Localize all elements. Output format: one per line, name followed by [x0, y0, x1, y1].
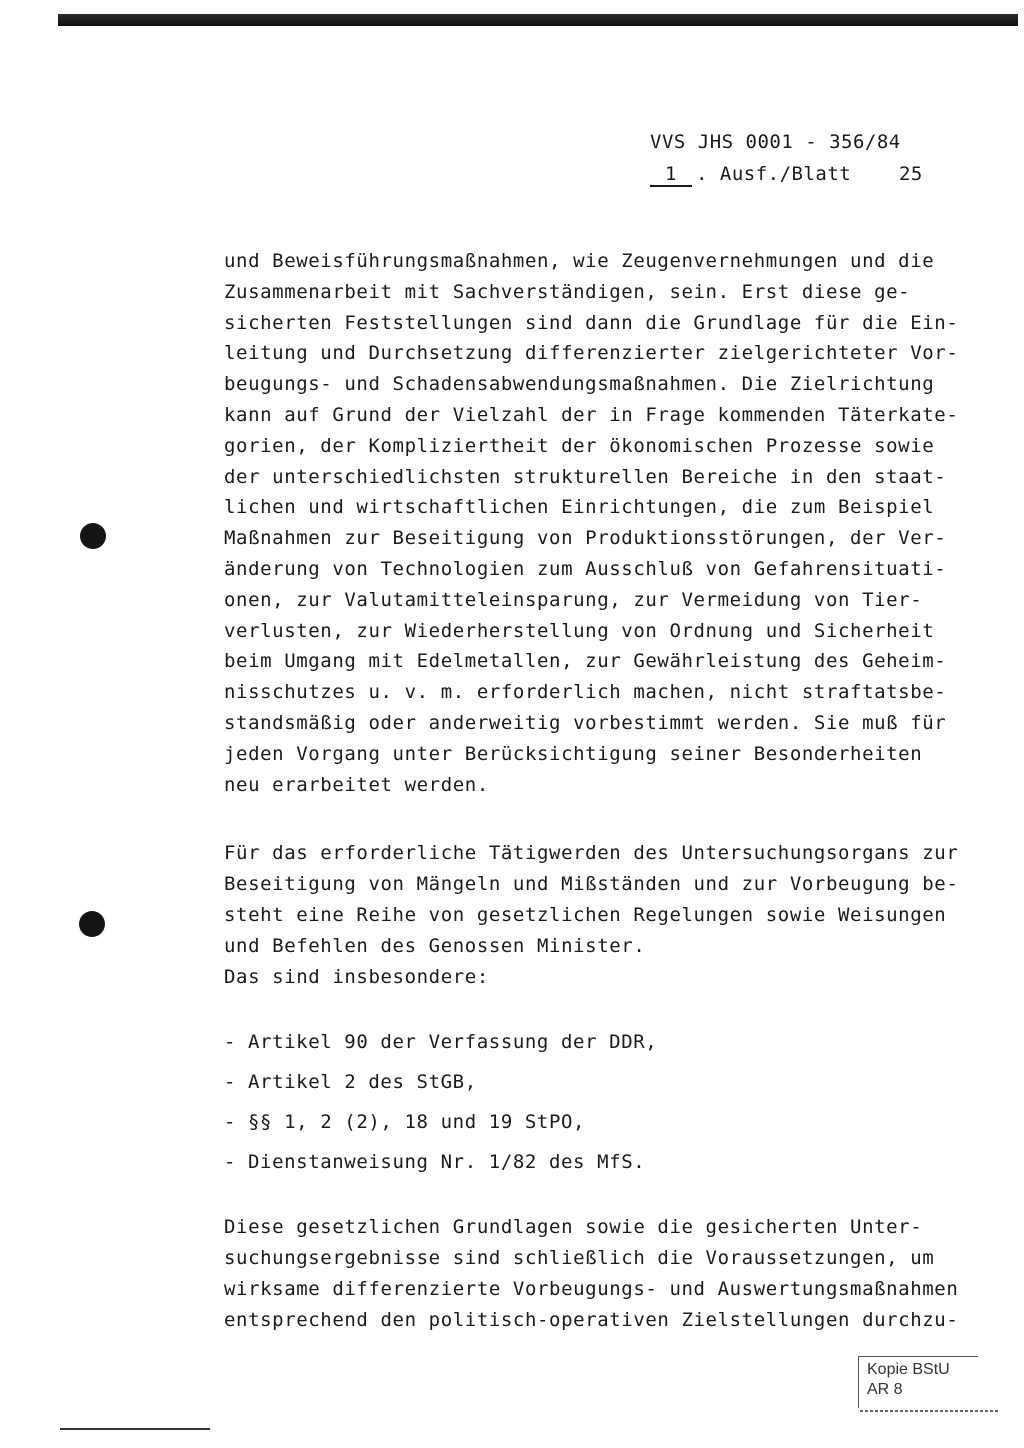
legal-basis-list: [224, 1022, 992, 1182]
paragraph-1: [224, 246, 992, 800]
archive-stamp: [858, 1356, 978, 1408]
text-line: Maßnahmen zur Beseitigung von Produktionsstörungen, der Ver-: [224, 527, 947, 550]
text-line: beugungs- und Schadensabwendungsmaßnahmen. Die Zielrichtung: [224, 373, 935, 396]
paragraph-2: [224, 838, 992, 992]
footer-rule: [60, 1428, 210, 1430]
text-line: Zusammenarbeit mit Sachverständigen, sein. Erst diese ge-: [224, 280, 911, 303]
text-line: Beseitigung von Mängeln und Mißständen und zur Vorbeugung be-: [224, 873, 959, 896]
stamp-line-2: AR 8: [867, 1381, 903, 1398]
document-header: [650, 126, 923, 190]
list-item: - Dienstanweisung Nr. 1/82 des MfS.: [224, 1151, 646, 1174]
stamp-underline: [860, 1410, 1000, 1412]
list-item: - Artikel 2 des StGB,: [224, 1071, 477, 1094]
text-line: suchungsergebnisse sind schließlich die Voraussetzungen, um: [224, 1247, 935, 1270]
text-line: sicherten Feststellungen sind dann die Grundlage für die Ein-: [224, 311, 959, 334]
paragraph-3: [224, 1212, 992, 1335]
text-line: kann auf Grund der Vielzahl der in Frage kommenden Täterkate-: [224, 403, 959, 426]
text-line: steht eine Reihe von gesetzlichen Regelungen sowie Weisungen: [224, 903, 947, 926]
copy-number: 1: [650, 163, 692, 187]
punch-hole-bottom: [79, 911, 105, 937]
text-line: nisschutzes u. v. m. erforderlich machen, nicht straftatsbe-: [224, 681, 947, 704]
text-line: jeden Vorgang unter Berücksichtigung seiner Besonderheiten: [224, 742, 923, 765]
text-line: und Befehlen des Genossen Minister.: [224, 934, 646, 957]
list-item: - §§ 1, 2 (2), 18 und 19 StPO,: [224, 1111, 586, 1134]
stamp-line-1: Kopie BStU: [867, 1361, 950, 1378]
document-body: [224, 246, 992, 1336]
text-line: wirksame differenzierte Vorbeugungs- und Auswertungsmaßnahmen: [224, 1277, 959, 1300]
text-line: und Beweisführungsmaßnahmen, wie Zeugenvernehmungen und die: [224, 250, 935, 272]
text-line: gorien, der Kompliziertheit der ökonomischen Prozesse sowie: [224, 434, 935, 457]
text-line: verlusten, zur Wiederherstellung von Ordnung und Sicherheit: [224, 619, 935, 642]
punch-hole-top: [80, 523, 106, 549]
text-line: leitung und Durchsetzung differenzierter zielgerichteter Vor-: [224, 342, 959, 365]
text-line: standsmäßig oder anderweitig vorbestimmt werden. Sie muß für: [224, 711, 947, 734]
text-line: Für das erforderliche Tätigwerden des Untersuchungsorgans zur: [224, 842, 959, 865]
copy-sheet-line: [650, 158, 923, 190]
text-line: änderung von Technologien zum Ausschluß von Gefahrensituati-: [224, 557, 947, 580]
sheet-label: . Ausf./Blatt: [696, 163, 852, 185]
reference-number: VVS JHS 0001 - 356/84: [650, 131, 901, 153]
text-line: Diese gesetzlichen Grundlagen sowie die gesicherten Unter-: [224, 1216, 923, 1239]
text-line: lichen und wirtschaftlichen Einrichtungen, die zum Beispiel: [224, 496, 935, 519]
text-line: neu erarbeitet werden.: [224, 773, 489, 796]
scan-edge-bar: [58, 14, 1018, 26]
list-item: - Artikel 90 der Verfassung der DDR,: [224, 1031, 658, 1054]
text-line: der unterschiedlichsten strukturellen Bereiche in den staat-: [224, 465, 947, 488]
sheet-number: 25: [898, 163, 923, 185]
text-line: entsprechend den politisch-operativen Zielstellungen durchzu-: [224, 1308, 959, 1331]
text-line: beim Umgang mit Edelmetallen, zur Gewährleistung des Geheim-: [224, 650, 947, 673]
text-line: Das sind insbesondere:: [224, 965, 489, 988]
text-line: onen, zur Valutamitteleinsparung, zur Vermeidung von Tier-: [224, 588, 923, 611]
